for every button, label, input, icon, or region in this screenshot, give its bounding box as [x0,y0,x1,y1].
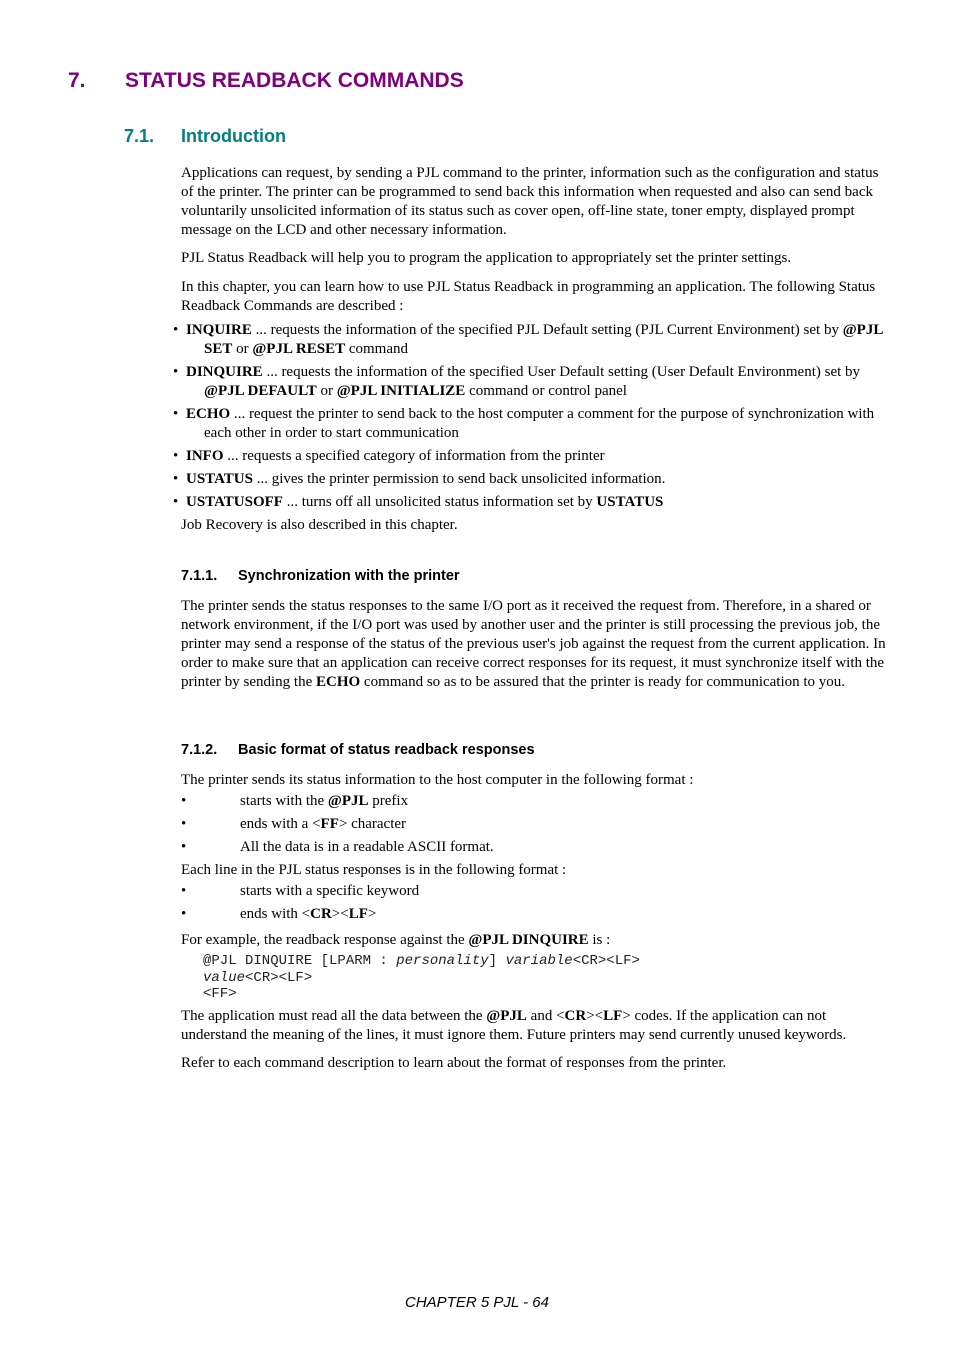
subsection-number: 7.1.2. [181,742,218,758]
intro-block [173,164,887,535]
bullet: • [173,322,179,338]
sync-paragraph: The printer sends the status responses to the same I/O port as it received the request from. Therefore, in a shared or network environment, if the I/O port was used by another user and the printer is still processing the previous job, the printer may send a response of the status of the previous user's job against the request from the current application. In order to make sure that an application can receive correct responses for its request, it must synchronize itself with the printer by sending the ECHO command so as to be assured that the printer is ready for communication to you. [181,598,886,690]
list-item: • starts with the @PJL prefix [181,793,409,809]
section-heading [124,126,286,147]
command-list [173,321,887,512]
command-name: USTATUSOFF [186,494,283,510]
command-name: INQUIRE [186,322,252,338]
list-item: • All the data is in a readable ASCII format. [181,839,494,855]
format-lead-1: The printer sends its status information to the host computer in the following format : [181,772,694,788]
page-footer: CHAPTER 5 PJL - 64 [405,1294,549,1311]
sync-block [181,597,887,692]
command-name: DINQUIRE [186,364,263,380]
list-item: • ends with <CR><LF> [181,906,377,922]
format-list-1 [181,792,887,857]
subsection-heading-sync [181,568,460,584]
format-block [181,771,887,1073]
code-example: @PJL DINQUIRE [LPARM : personality] variable<CR><LF> value<CR><LF> <FF> [203,953,640,1002]
must-read-paragraph: The application must read all the data between the @PJL and <CR><LF> codes. If the application can not understand the meaning of the lines, it must ignore them. Future printers may send currently unused keywords. [181,1007,847,1043]
command-name: INFO [186,448,224,464]
command-item-ustatusoff: • USTATUSOFF ... turns off all unsolicited status information set by USTATUS [173,494,664,510]
command-item-inquire: • INQUIRE ... requests the information of the specified PJL Default setting (PJL Current Environment) set by @PJL SET or @PJL RESET command [173,322,883,357]
format-list-2 [181,882,887,924]
example-intro: For example, the readback response against the @PJL DINQUIRE is : [181,932,611,948]
command-item-ustatus: • USTATUS ... gives the printer permission to send back unsolicited information. [173,471,666,487]
command-item-info: • INFO ... requests a specified category of information from the printer [173,448,605,464]
bullet: • [173,471,179,487]
subsection-title: Synchronization with the printer [238,568,460,584]
section-title: Introduction [181,126,286,146]
subsection-heading-format [181,742,535,758]
subsection-number: 7.1.1. [181,568,218,584]
intro-paragraph-3: In this chapter, you can learn how to use PJL Status Readback in programming an application. The following Status Readback Commands are described : [181,279,876,314]
section-number: 7.1. [124,126,155,146]
subsection-title: Basic format of status readback responses [238,742,535,758]
job-recovery-note: Job Recovery is also described in this chapter. [181,517,458,533]
bullet: • [173,448,179,464]
intro-paragraph-1: Applications can request, by sending a PJL command to the printer, information such as the configuration and status of the printer. The printer can be programmed to send back this information when requested and also can send back voluntarily unsolicited information of its status such as cover open, off-line state, toner empty, displayed prompt message on the LCD and other necessary information. [181,165,879,238]
bullet: • [173,364,179,380]
bullet: • [173,406,179,422]
command-item-echo: • ECHO ... request the printer to send back to the host computer a comment for the purpose of synchronization with each other in order to start communication [173,406,875,441]
chapter-heading [68,69,464,93]
intro-paragraph-2: PJL Status Readback will help you to program the application to appropriately set the printer settings. [181,250,792,266]
list-item: • starts with a specific keyword [181,883,420,899]
command-item-dinquire: • DINQUIRE ... requests the information of the specified User Default setting (User Default Environment) set by @PJL DEFAULT or @PJL INITIALIZE command or control panel [173,364,861,399]
command-name: USTATUS [186,471,253,487]
chapter-number: 7. [68,69,86,92]
bullet: • [173,494,179,510]
format-lead-2: Each line in the PJL status responses is in the following format : [181,862,567,878]
list-item: • ends with a <FF> character [181,816,407,832]
refer-paragraph: Refer to each command description to learn about the format of responses from the printer. [181,1054,727,1071]
chapter-title: STATUS READBACK COMMANDS [125,69,464,92]
command-name: ECHO [186,406,231,422]
